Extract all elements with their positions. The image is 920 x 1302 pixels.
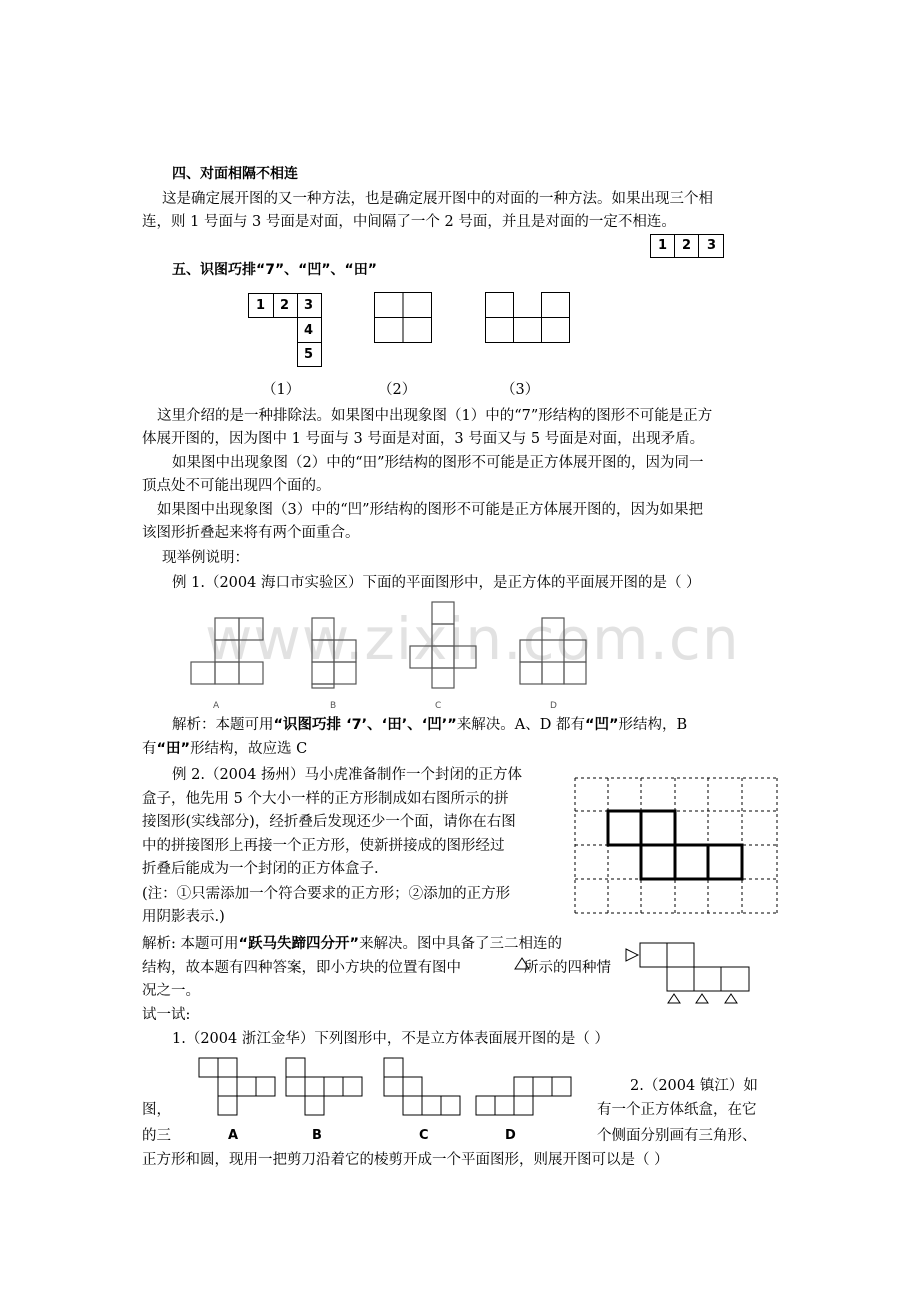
svg-text:C: C [435,701,442,711]
example2-answer-line2-right: 所示的四种情 [524,960,611,976]
example1-answer-bold: “识图巧排 ‘7’、‘田’、‘凹’” [273,717,457,733]
example2-answer-line2-left: 结构，故本题有四种答案，即小方块的位置有图中 [142,960,461,976]
example1-answer-text-c: 形结构，B [618,717,688,733]
fig1-cell-2: 2 [280,298,290,313]
example2-answer-text-b: 来解决。图中具备了三二相连的 [359,936,563,952]
example2-answer-line3: 况之一。 [142,983,200,999]
example1-answer-bold3: “田” [156,741,191,757]
example2-line5: 折叠后能成为一个封闭的正方体盒子. [142,861,379,877]
section4-paragraph-line2: 连，则 1 号面与 3 号面是对面，中间隔了一个 2 号面，并且是对面的一定不相连。 [142,214,676,230]
practice-q1-options-figure [196,1055,581,1121]
example2-line7: 用阴影表示.) [142,909,225,925]
example1-answer-text-b: 来解决。A、D 都有 [456,717,585,733]
example1-answer-text-e: 形结构，故应选 C [190,741,308,757]
practice-q2-right-1: 2.（2004 镇江）如 [630,1078,758,1094]
practice-q2-left-2: 的三 [142,1128,171,1144]
section4-paragraph-line1: 这是确定展开图的又一种方法，也是确定展开图中的对面的一种方法。如果出现三个相 [162,191,713,207]
section5-p1-line1: 这里介绍的是一种排除法。如果图中出现象图（1）中的“7”形结构的图形不可能是正方 [157,408,713,424]
svg-text:D: D [550,701,557,711]
practice-q2-right-3: 个侧面分别画有三角形、 [597,1128,757,1144]
section5-intro: 现举例说明： [162,550,249,566]
caption-fig2: （2） [378,382,417,398]
example1-question: 例 1.（2004 海口市实验区）下面的平面图形中，是正方体的平面展开图的是（ ） [172,575,701,591]
figure-2-tian-shape [374,292,434,344]
example1-answer-text-a: 解析：本题可用 [172,717,274,733]
example2-grid-figure [574,777,778,915]
example1-options-figure [180,600,610,712]
practice-q2-right-2: 有一个正方体纸盒，在它 [597,1102,757,1118]
section5-p1-line2: 体展开图的，因为图中 1 号面与 3 号面是对面，3 号面又与 5 号面是对面，出现矛盾。 [142,431,705,447]
section5-p2-line1: 如果图中出现象图（2）中的“田”形结构的图形不可能是正方体展开图的，因为同一 [172,455,704,471]
section5-p3-line1: 如果图中出现象图（3）中的“凹”形结构的图形不可能是正方体展开图的，因为如果把 [157,502,704,518]
fig1-cell-5: 5 [304,347,314,362]
practice-q2-line-last: 正方形和圆，现用一把剪刀沿着它的棱剪开成一个平面图形，则展开图可以是（ ） [142,1152,669,1168]
practice-q2-left-1: 图， [142,1102,171,1118]
example1-answer-bold2: “凹” [584,717,619,733]
practice-q1-label-b: B [312,1128,322,1143]
figure-3-ao-shape [485,292,573,344]
example2-answer-line1 [142,934,562,954]
caption-fig3: （3） [501,382,540,398]
section5-p3-line2: 该图形折叠起来将有两个面重合。 [142,525,360,541]
example2-answer-figure [624,940,754,1006]
practice-q1-label-a: A [228,1128,239,1143]
watermark: www.zixin.com.cn [205,605,740,673]
fig1-cell-3: 3 [304,298,314,313]
fig1-cell-1: 1 [256,298,266,313]
section5-heading: 五、识图巧排“7”、“凹”、“田” [172,262,377,278]
example2-line6: (注：①只需添加一个符合要求的正方形；②添加的正方形 [142,886,511,902]
practice-q1-label-c: C [419,1128,429,1143]
example2-line3: 接图形(实线部分)，经折叠后发现还少一个面，请你在右图 [142,814,516,830]
practice-q1-label-d: D [505,1128,516,1143]
fig1-cell-4: 4 [304,323,314,338]
svg-text:A: A [213,701,220,711]
caption-fig1: （1） [262,382,301,398]
example2-answer-text-a: 解析: 本题可用 [142,936,239,952]
section4-heading: 四、对面相隔不相连 [172,166,298,182]
svg-text:B: B [330,701,337,711]
example2-line4: 中的拼接图形上再接一个正方形，使新拼接成的图形经过 [142,838,505,854]
example2-line1: 例 2.（2004 扬州）马小虎准备制作一个封闭的正方体 [172,767,522,783]
example2-answer-bold: “跃马失蹄四分开” [238,936,360,952]
practice-title: 试一试: [142,1007,191,1023]
strip-cell-1: 1 [658,238,668,253]
strip-cell-2: 2 [682,238,692,253]
strip-cell-3: 3 [707,238,717,253]
section5-p2-line2: 顶点处不可能出现四个面的。 [142,478,331,494]
example1-answer-text-d: 有 [142,741,157,757]
example1-answer-line1 [172,715,687,735]
example1-answer-line2 [142,739,307,759]
practice-q1: 1.（2004 浙江金华）下列图形中，不是立方体表面展开图的是（ ） [172,1031,609,1047]
example2-line2: 盒子，他先用 5 个大小一样的正方形制成如右图所示的拼 [142,791,509,807]
